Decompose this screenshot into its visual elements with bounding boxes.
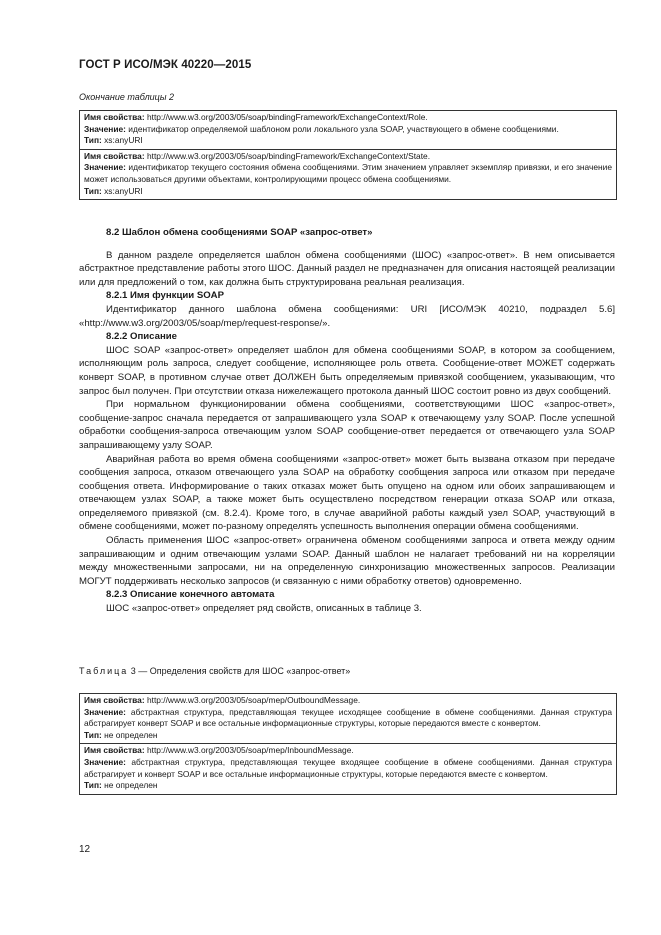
- subsection-8-2-3-text: ШОС «запрос-ответ» определяет ряд свойств, описанных в таблице 3.: [106, 603, 422, 615]
- section-8-2: [79, 226, 615, 616]
- subsection-8-2-2-paragraph: Аварийная работа во время обмена сообщениями «запрос-ответ» может быть вызвана отказом при передаче сообщения запроса, отказом отвечающего узла SOAP на обработку сообщения запроса или отказом при передаче сообщения ответа. Информирование о таких отказах может быть опущено на одном или обоих запрашивающем и отвечающем узлах SOAP, а также может быть осуществлено посредством генерации отказа SOAP или отказа, определяемого привязкой (см. 8.2.4). Кроме того, в случае аварийной работы каждый узел SOAP, участвующий в обмене сообщениями, может по-разному определять успешность выполнения операции обмена сообщениями.: [79, 453, 615, 533]
- page-number: 12: [79, 844, 91, 855]
- table-continuation-caption: Окончание таблицы 2: [79, 92, 174, 102]
- section-intro: В данном разделе определяется шаблон обмена сообщениями (ШОС) «запрос-ответ». В нем описывается абстрактное представление работы этого ШОС. Данный раздел не предназначен для описания настоящей реализации или для предложений о том, как должна быть структурирована реальная реализация.: [79, 249, 615, 288]
- property-meaning-value: абстрактная структура, представляющая текущее исходящее сообщение в обмене сообщениями. Данная структура абстрагирует конверт SOAP и все остальные информационные структуры, которые передаются вместе с конвертом.: [84, 706, 612, 729]
- property-name-value: http://www.w3.org/2003/05/soap/mep/OutboundMessage.: [144, 695, 361, 705]
- table-2-continuation: [79, 110, 617, 200]
- section-heading: 8.2 Шаблон обмена сообщениями SOAP «запрос-ответ»: [106, 227, 373, 238]
- subsection-8-2-1-text: Идентификатор данного шаблона обмена сообщениями: URI [ИСО/МЭК 40210, подраздел 5.6] «http://www.w3.org/2003/05/soap/mep/request-response/».: [79, 303, 615, 329]
- property-name-label: Имя свойства:: [84, 150, 145, 161]
- property-name-label: Имя свойства:: [84, 695, 145, 705]
- subsection-8-2-2-paragraph: Область применения ШОС «запрос-ответ» ограничена обменом сообщениями запроса и ответа между одним запрашивающим и одним отвечающим узлами SOAP. Данный шаблон не налагает требований ни на корреляции между множественными запросами, ни на определенную синхронизацию множественных запросов. Реализации МОГУТ поддерживать несколько запросов (и связанную с ними обработку ответов) одновременно.: [79, 535, 615, 587]
- property-meaning-value: абстрактная структура, представляющая текущее входящее сообщение в обмене сообщениями. Данная структура абстрагирует и конверт SOAP и все остальные информационные структуры, которые передаются вместе с конвертом.: [84, 756, 612, 779]
- subsection-8-2-2-paragraph: ШОС SOAP «запрос-ответ» определяет шаблон для обмена сообщениями SOAP, в котором за сообщением, исполняющим роль запроса, следует сообщение, исполняющее роль ответа. Сообщение-ответ МОЖЕТ содержать конверт SOAP, в противном случае ответ ДОЛЖЕН быть определяемым привязкой сообщением, указывающим, что запрос был получен. При отсутствии отказа нижележащего протокола данный ШОС состоит ровно из двух сообщений.: [79, 344, 615, 397]
- table-3-caption: [79, 666, 350, 676]
- subsection-8-2-2-paragraph: При нормальном функционировании обмена сообщениями, соответствующими ШОС «запрос-ответ», сообщение-запрос сначала передается от запрашивающего узла SOAP к отвечающему узлу SOAP. После успешной обработки сообщения-запроса отвечающим узлом SOAP сообщение-ответ передается от отвечающего узла SOAP запрашивающему узлу SOAP.: [79, 399, 615, 451]
- table-row: [80, 111, 616, 149]
- property-name-label: Имя свойства:: [84, 745, 145, 756]
- property-type-value: не определен: [101, 780, 158, 791]
- property-name-value: http://www.w3.org/2003/05/soap/bindingFramework/ExchangeContext/Role.: [144, 112, 428, 122]
- table-3: [79, 693, 617, 795]
- table-caption-text: 3 — Определения свойств для ШОС «запрос-ответ»: [128, 666, 351, 676]
- property-name-value: http://www.w3.org/2003/05/soap/mep/InboundMessage.: [144, 745, 354, 756]
- property-type-value: не определен: [101, 729, 158, 740]
- property-type-label: Тип:: [84, 729, 102, 740]
- table-caption-prefix: Таблица: [79, 666, 129, 676]
- table-row: [80, 694, 616, 743]
- property-type-value: xs:anyURI: [101, 135, 143, 146]
- property-meaning-label: Значение:: [84, 706, 126, 717]
- property-type-label: Тип:: [84, 135, 102, 146]
- property-type-value: xs:anyURI: [101, 185, 143, 196]
- document-header: ГОСТ Р ИСО/МЭК 40220—2015: [79, 59, 252, 71]
- property-meaning-label: Значение:: [84, 162, 126, 173]
- subsection-heading-8-2-1: 8.2.1 Имя функции SOAP: [106, 290, 225, 302]
- subsection-heading-8-2-2: 8.2.2 Описание: [106, 331, 177, 343]
- subsection-heading-8-2-3: 8.2.3 Описание конечного автомата: [106, 589, 275, 601]
- property-meaning-label: Значение:: [84, 123, 126, 134]
- property-meaning-label: Значение:: [84, 756, 126, 767]
- property-meaning-value: идентификатор текущего состояния обмена сообщениями. Этим значением управляет экземпляр привязки, и его значение может использоваться другими объектами, контролирующими процесс обмена сообщениями.: [84, 162, 612, 184]
- table-row: [80, 149, 616, 199]
- property-type-label: Тип:: [84, 185, 102, 196]
- property-type-label: Тип:: [84, 780, 102, 791]
- property-name-value: http://www.w3.org/2003/05/soap/bindingFramework/ExchangeContext/State.: [144, 150, 431, 161]
- table-row: [80, 743, 616, 793]
- property-meaning-value: идентификатор определяемой шаблоном роли локального узла SOAP, участвующего в обмене сообщениями.: [125, 123, 559, 134]
- property-name-label: Имя свойства:: [84, 112, 145, 122]
